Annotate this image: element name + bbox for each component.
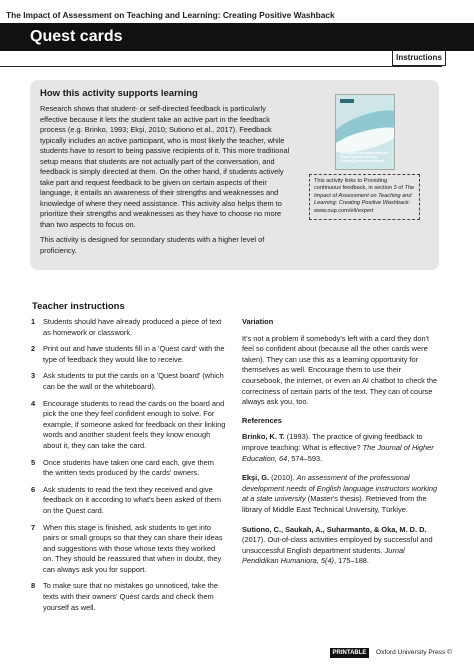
step-text: Print out and have students fill in a 'Quest card' with the type of feedback they would like to receive. <box>43 344 225 364</box>
variation-heading: Variation <box>242 317 274 326</box>
references-heading: References <box>242 415 282 425</box>
right-column <box>242 317 440 576</box>
step-text: Ask students to read the text they received and give feedback on it according to what's been asked of them on the Quest card. <box>43 484 222 515</box>
oxford-logo <box>340 99 354 103</box>
teacher-instructions-heading: Teacher instructions <box>32 301 125 312</box>
step-number: 4 <box>31 398 36 408</box>
publisher-credit: Oxford University Press © <box>376 649 452 656</box>
title-bar <box>0 23 474 51</box>
instruction-step <box>31 344 226 365</box>
instruction-step <box>31 371 226 392</box>
book-cover-title: The Impact of Assessment on Teaching and Learning: Creating positive washback <box>340 151 388 163</box>
book-cover-image <box>335 94 395 170</box>
instruction-step <box>31 523 226 576</box>
step-text: When this stage is finished, ask students to get into pairs or small groups so that they can share their ideas and suggestions with those whose texts they worked on. They should be reassured that when in doubt, they can always ask you for support. <box>43 522 223 574</box>
variation-text: It's not a problem if somebody's left with a card they don't feel so confident about (because all the other cards were taken). They can use this as a learning opportunity for themselves as well. Encourage them to use their coursebook, the internet, or even an AI chatbot to check the correctness of certain parts of the text. They can of course always ask you, too. <box>242 333 438 407</box>
step-number: 8 <box>31 581 36 591</box>
intro-text <box>40 104 295 261</box>
printable-badge: PRINTABLE <box>330 648 369 658</box>
tab-divider <box>0 66 442 67</box>
series-title: The Impact of Assessment on Teaching and Learning: Creating Positive Washback <box>6 10 335 20</box>
step-text: To make sure that no mistakes go unnoticed, take the texts with their owners' Quest cards and check them yourself as well. <box>43 581 219 612</box>
step-number: 5 <box>31 457 36 467</box>
series-header <box>0 0 474 22</box>
step-text: Ask students to put the cards on a 'Quest board' (which can be the wall or the whiteboard). <box>43 371 224 391</box>
instruction-step <box>31 399 226 452</box>
step-number: 7 <box>31 522 36 532</box>
section-link-box: This activity links to Providing continuous feedback, in section 3 of The Impact of Assessment on Teaching and Learning: Creating Positive Washback: www.oup.com/elt/expert <box>309 174 420 220</box>
reference-item: Sutiono, C., Saukah, A., Suharmanto, & Oka, M. D. D. (2017). Out-of-class activities employed by successful and unsuccessful English department students. Jurnal Pendidikan Humaniora, 5(4), 175–188. <box>242 524 433 566</box>
reference-list <box>242 432 440 567</box>
step-text: Students should have already produced a piece of text as homework or classwork. <box>43 317 222 337</box>
intro-heading: How this activity supports learning <box>40 88 198 99</box>
instruction-step <box>31 317 226 338</box>
instruction-step <box>31 485 226 517</box>
reference-item: Ekşi, G. (2010). An assessment of the professional development needs of English language instructors working at a state university (Master's thesis). Retrieved from the library of Middle East Technical University, Türkiye. <box>242 473 438 514</box>
reference-item: Brinko, K. T. (1993). The practice of giving feedback to improve teaching: What is effective? The Journal of Higher Education, 64, 574–593. <box>242 432 434 463</box>
instruction-steps <box>31 317 226 619</box>
page-title: Quest cards <box>30 28 123 45</box>
step-text: Encourage students to read the cards on the board and pick the one they feel confident enough to solve. For example, if someone asked for feedback on their linking words and another student feels they know enough about it, they can take the card. <box>43 398 226 450</box>
step-number: 6 <box>31 484 36 494</box>
instruction-step <box>31 458 226 479</box>
step-number: 2 <box>31 344 36 354</box>
intro-paragraph: Research shows that student- or self-directed feedback is particularly effective because it lets the student take an active part in the feedback process (e.g. Brinko, 1993; Ekşi, 2010; Sutiono et al., 2017). Feedback typically includes an active participant, who is most likely the teacher, while students have to resort to being passive recipients of it. This more traditional setup means that students are not actually part of the conversation, and feedback is simply directed at them. On the other hand, if students actively take part and request feedback to be given on certain aspects of their language, it entails an awareness of their strengths and weaknesses and knowledge of where they need assistance. This activity also helps them to prioritize their strengths and weaknesses as they have to choose no more than two aspects to focus on. <box>40 104 290 229</box>
instruction-step <box>31 581 226 613</box>
intro-paragraph: This activity is designed for secondary students with a higher level of proficiency. <box>40 235 265 255</box>
instructions-tab: Instructions <box>392 51 446 66</box>
step-text: Once students have taken one card each, give them the written texts produced by the cards' owners. <box>43 457 214 478</box>
step-number: 1 <box>31 317 36 326</box>
step-number: 3 <box>31 371 36 381</box>
